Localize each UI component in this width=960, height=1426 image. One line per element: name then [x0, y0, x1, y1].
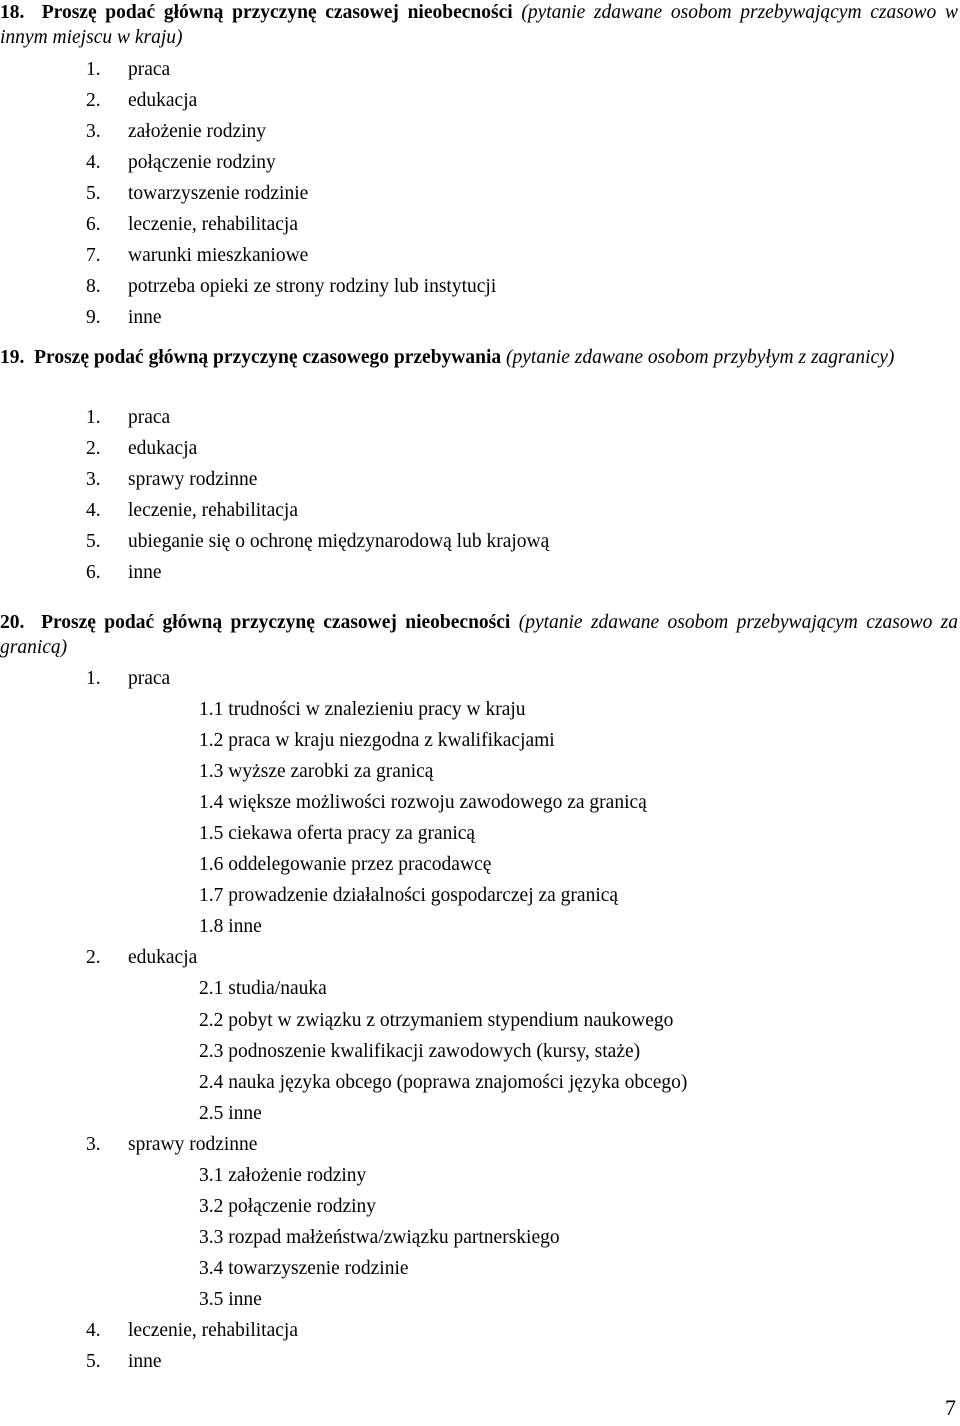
page-number: 7: [945, 1395, 956, 1420]
sub-item: 3.5 inne: [199, 1289, 262, 1310]
item-number: 4.: [86, 500, 101, 521]
sub-item: 2.3 podnoszenie kwalifikacji zawodowych (kursy, staże): [199, 1041, 641, 1062]
question-title: Proszę podać główną przyczynę czasowej nieobecności: [41, 612, 511, 633]
sub-item: 1.6 oddelegowanie przez pracodawcę: [199, 854, 492, 875]
item-number: 1.: [86, 407, 101, 428]
item-label: ubieganie się o ochronę międzynarodową lub krajową: [128, 531, 550, 552]
item-number: 6.: [86, 562, 101, 583]
item-label: inne: [128, 562, 162, 583]
item-number: 3.: [86, 1134, 101, 1155]
sub-item: 1.4 większe możliwości rozwoju zawodowego za granicą: [199, 792, 647, 813]
item-number: 4.: [86, 1320, 101, 1341]
item-number: 4.: [86, 152, 101, 173]
item-number: 3.: [86, 469, 101, 490]
question-number: 19.: [0, 347, 25, 368]
sub-item: 2.1 studia/nauka: [199, 978, 327, 999]
question-title: Proszę podać główną przyczynę czasowej nieobecności: [41, 2, 513, 23]
item-label: towarzyszenie rodzinie: [128, 183, 309, 204]
question-20-heading: [0, 610, 958, 660]
item-label: inne: [128, 1351, 162, 1372]
question-18-heading: [0, 0, 958, 50]
sub-item: 1.7 prowadzenie działalności gospodarczej za granicą: [199, 885, 619, 906]
item-number: 5.: [86, 531, 101, 552]
item-number: 6.: [86, 214, 101, 235]
item-number: 3.: [86, 121, 101, 142]
item-label: leczenie, rehabilitacja: [128, 500, 298, 521]
item-number: 2.: [86, 947, 101, 968]
sub-item: 1.1 trudności w znalezieniu pracy w kraju: [199, 699, 526, 720]
item-number: 7.: [86, 245, 101, 266]
question-note: (pytanie zdawane osobom przebywającym czasowo w innym miejscu w kraju): [0, 2, 958, 48]
question-title: Proszę podać główną przyczynę czasowego przebywania: [34, 347, 502, 368]
item-label: edukacja: [128, 947, 198, 968]
item-label: warunki mieszkaniowe: [128, 245, 309, 266]
sub-item: 1.2 praca w kraju niezgodna z kwalifikacjami: [199, 730, 555, 751]
item-number: 1.: [86, 668, 101, 689]
item-label: praca: [128, 668, 171, 689]
item-number: 8.: [86, 276, 101, 297]
item-label: praca: [128, 59, 171, 80]
sub-item: 1.8 inne: [199, 916, 262, 937]
sub-item: 3.2 połączenie rodziny: [199, 1196, 377, 1217]
question-19-heading: [0, 345, 958, 370]
sub-item: 1.5 ciekawa oferta pracy za granicą: [199, 823, 476, 844]
item-label: połączenie rodziny: [128, 152, 276, 173]
item-label: edukacja: [128, 90, 198, 111]
sub-item: 3.1 założenie rodziny: [199, 1165, 367, 1186]
item-number: 5.: [86, 183, 101, 204]
question-note: (pytanie zdawane osobom przebywającym czasowo za granicą): [0, 612, 959, 658]
sub-item: 3.3 rozpad małżeństwa/związku partnerskiego: [199, 1227, 560, 1248]
item-label: inne: [128, 307, 162, 328]
item-label: leczenie, rehabilitacja: [128, 214, 298, 235]
sub-item: 2.2 pobyt w związku z otrzymaniem stypendium naukowego: [199, 1010, 674, 1031]
sub-item: 2.5 inne: [199, 1103, 262, 1124]
item-number: 2.: [86, 438, 101, 459]
item-label: sprawy rodzinne: [128, 469, 258, 490]
item-label: leczenie, rehabilitacja: [128, 1320, 298, 1341]
item-number: 5.: [86, 1351, 101, 1372]
question-note: (pytanie zdawane osobom przybyłym z zagranicy): [506, 347, 895, 368]
question-number: 20.: [0, 612, 25, 633]
sub-item: 2.4 nauka języka obcego (poprawa znajomości języka obcego): [199, 1072, 688, 1093]
sub-item: 3.4 towarzyszenie rodzinie: [199, 1258, 409, 1279]
sub-item: 1.3 wyższe zarobki za granicą: [199, 761, 434, 782]
item-label: potrzeba opieki ze strony rodziny lub instytucji: [128, 276, 497, 297]
item-number: 2.: [86, 90, 101, 111]
question-number: 18.: [0, 2, 25, 23]
item-label: założenie rodziny: [128, 121, 267, 142]
item-label: sprawy rodzinne: [128, 1134, 258, 1155]
item-number: 9.: [86, 307, 101, 328]
item-number: 1.: [86, 59, 101, 80]
item-label: praca: [128, 407, 171, 428]
item-label: edukacja: [128, 438, 198, 459]
